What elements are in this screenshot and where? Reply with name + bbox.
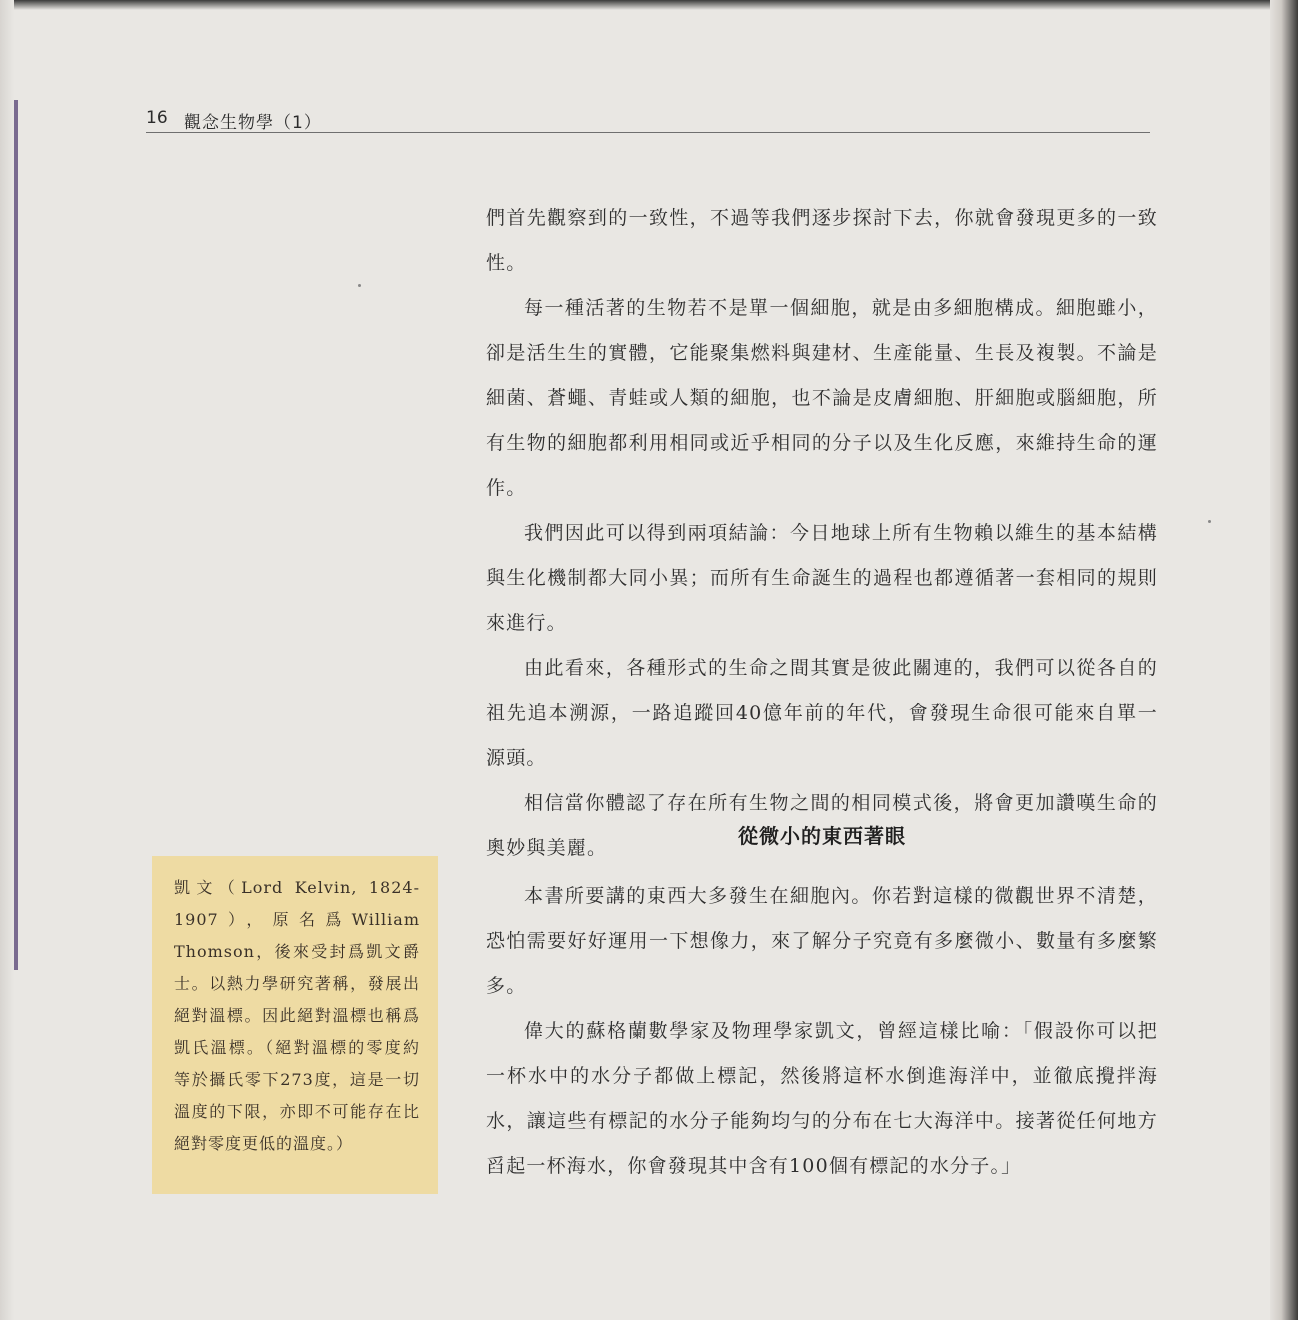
sidenote-text: 凱文（Lord Kelvin, 1824-1907），原名爲William Thomson，後來受封爲凱文爵士。以熱力學研究著稱，發展出絕對溫標。因此絕對溫標也稱爲凱氏溫標。（絕對溫標的零度約等於攝氏零下273度，這是一切溫度的下限，亦即不可能存在比絕對零度更低的溫度。） bbox=[174, 878, 420, 1153]
paper-speck bbox=[1208, 520, 1211, 523]
margin-color-bar bbox=[14, 100, 18, 970]
paragraph: 們首先觀察到的一致性，不過等我們逐步探討下去，你就會發現更多的一致性。 bbox=[486, 207, 1158, 274]
section-text-block bbox=[486, 874, 1158, 1189]
running-header bbox=[146, 104, 1150, 133]
main-text-block bbox=[486, 196, 1158, 871]
section-heading: 從微小的東西著眼 bbox=[738, 824, 906, 848]
page-left-edge bbox=[0, 0, 14, 1320]
scan-top-shadow bbox=[0, 0, 1298, 10]
paragraph: 由此看來，各種形式的生命之間其實是彼此關連的，我們可以從各自的祖先追本溯源，一路追蹤回40億年前的年代，會發現生命很可能來自單一源頭。 bbox=[486, 657, 1158, 769]
page-number: 16 bbox=[146, 108, 168, 128]
paragraph: 每一種活著的生物若不是單一個細胞，就是由多細胞構成。細胞雖小，卻是活生生的實體，它能聚集燃料與建材、生產能量、生長及複製。不論是細菌、蒼蠅、青蛙或人類的細胞，也不論是皮膚細胞、肝細胞或腦細胞，所有生物的細胞都利用相同或近乎相同的分子以及生化反應，來維持生命的運作。 bbox=[486, 297, 1158, 499]
paragraph: 我們因此可以得到兩項結論：今日地球上所有生物賴以維生的基本結構與生化機制都大同小異；而所有生命誕生的過程也都遵循著一套相同的規則來進行。 bbox=[486, 522, 1158, 634]
paragraph: 偉大的蘇格蘭數學家及物理學家凱文，曾經這樣比喻：「假設你可以把一杯水中的水分子都做上標記，然後將這杯水倒進海洋中，並徹底攪拌海水，讓這些有標記的水分子能夠均勻的分布在七大海洋中。接著從任何地方舀起一杯海水，你會發現其中含有100個有標記的水分子。」 bbox=[486, 1020, 1158, 1177]
paper-speck bbox=[358, 284, 361, 287]
paragraph: 本書所要講的東西大多發生在細胞內。你若對這樣的微觀世界不清楚，恐怕需要好好運用一下想像力，來了解分子究竟有多麼微小、數量有多麼繁多。 bbox=[486, 885, 1158, 997]
page-spine-edge bbox=[1270, 0, 1298, 1320]
paragraph: 相信當你體認了存在所有生物之間的相同模式後，將會更加讚嘆生命的奧妙與美麗。 bbox=[486, 792, 1158, 859]
sidenote-box bbox=[152, 856, 438, 1194]
book-title: 觀念生物學（1） bbox=[184, 113, 322, 133]
